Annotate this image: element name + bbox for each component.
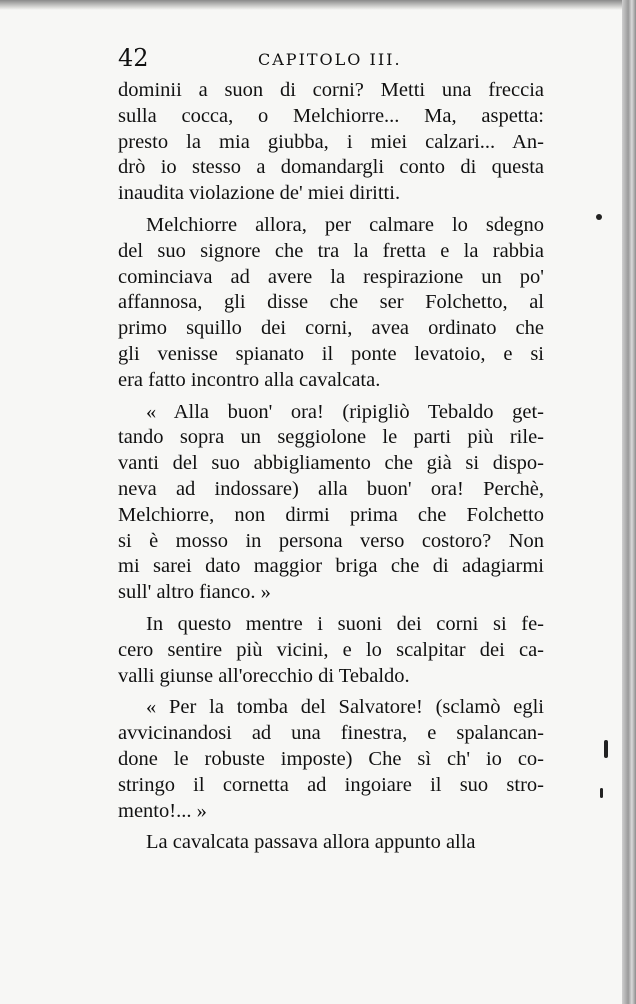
text-line: tando sopra un seggiolone le parti più rile- <box>118 426 544 449</box>
page-header <box>118 44 548 74</box>
text-line: primo squillo dei corni, avea ordinato che <box>118 317 544 340</box>
text-line: cero sentire più vicini, e lo scalpitar dei ca- <box>118 638 544 661</box>
page-top-shadow <box>0 0 622 10</box>
ink-speck <box>596 214 602 220</box>
paragraph <box>118 213 544 394</box>
text-line: done le robuste imposte) Che sì ch' io co- <box>118 747 544 770</box>
text-line: inaudita violazione de' miei diritti. <box>118 182 401 205</box>
paragraph <box>118 695 544 824</box>
text-line: del suo signore che tra la fretta e la rabbia <box>118 239 544 262</box>
text-line: stringo il cornetta ad ingoiare il suo stro- <box>118 773 544 796</box>
page-number: 42 <box>118 44 149 72</box>
text-line: mi sarei dato maggior briga che di adagiarmi <box>118 555 544 578</box>
text-line: valli giunse all'orecchio di Tebaldo. <box>118 664 410 687</box>
text-line: affannosa, gli disse che ser Folchetto, al <box>118 291 544 314</box>
text-line: sulla cocca, o Melchiorre... Ma, aspetta: <box>118 104 544 127</box>
text-line: In questo mentre i suoni dei corni si fe- <box>146 612 544 635</box>
paragraph <box>118 78 544 207</box>
body-text <box>118 78 544 856</box>
text-line: Melchiorre allora, per calmare lo sdegno <box>146 213 544 236</box>
text-line: neva ad indossare) alla buon' ora! Perchè, <box>118 477 544 500</box>
text-line: avvicinandosi ad una finestra, e spalancan- <box>118 722 544 745</box>
text-line: presto la mia giubba, i miei calzari... An- <box>118 130 544 153</box>
paragraph <box>118 400 544 606</box>
text-line: cominciava ad avere la respirazione un po' <box>118 265 544 288</box>
text-line: gli venisse spianato il ponte levatoio, e si <box>118 342 544 365</box>
ink-speck <box>604 740 608 758</box>
text-line: era fatto incontro alla cavalcata. <box>118 368 381 391</box>
ink-speck <box>600 788 603 798</box>
paragraph <box>118 612 544 689</box>
text-line: drò io stesso a domandargli conto di questa <box>118 156 544 179</box>
text-line: vanti del suo abbigliamento che già si dispo- <box>118 452 544 475</box>
paragraph <box>118 830 544 856</box>
text-line: mento!... » <box>118 799 207 822</box>
text-line: La cavalcata passava allora appunto alla <box>146 831 476 854</box>
text-line: dominii a suon di corni? Metti una freccia <box>118 79 544 101</box>
running-head: CAPITOLO III. <box>258 50 402 69</box>
text-line: « Per la tomba del Salvatore! (sclamò egli <box>146 696 544 719</box>
text-line: « Alla buon' ora! (ripigliò Tebaldo get- <box>146 400 544 423</box>
text-line: si è mosso in persona verso costoro? Non <box>118 529 544 552</box>
text-line: Melchiorre, non dirmi prima che Folchetto <box>118 503 544 526</box>
page-edge-shadow <box>622 0 636 1004</box>
text-line: sull' altro fianco. » <box>118 581 271 604</box>
